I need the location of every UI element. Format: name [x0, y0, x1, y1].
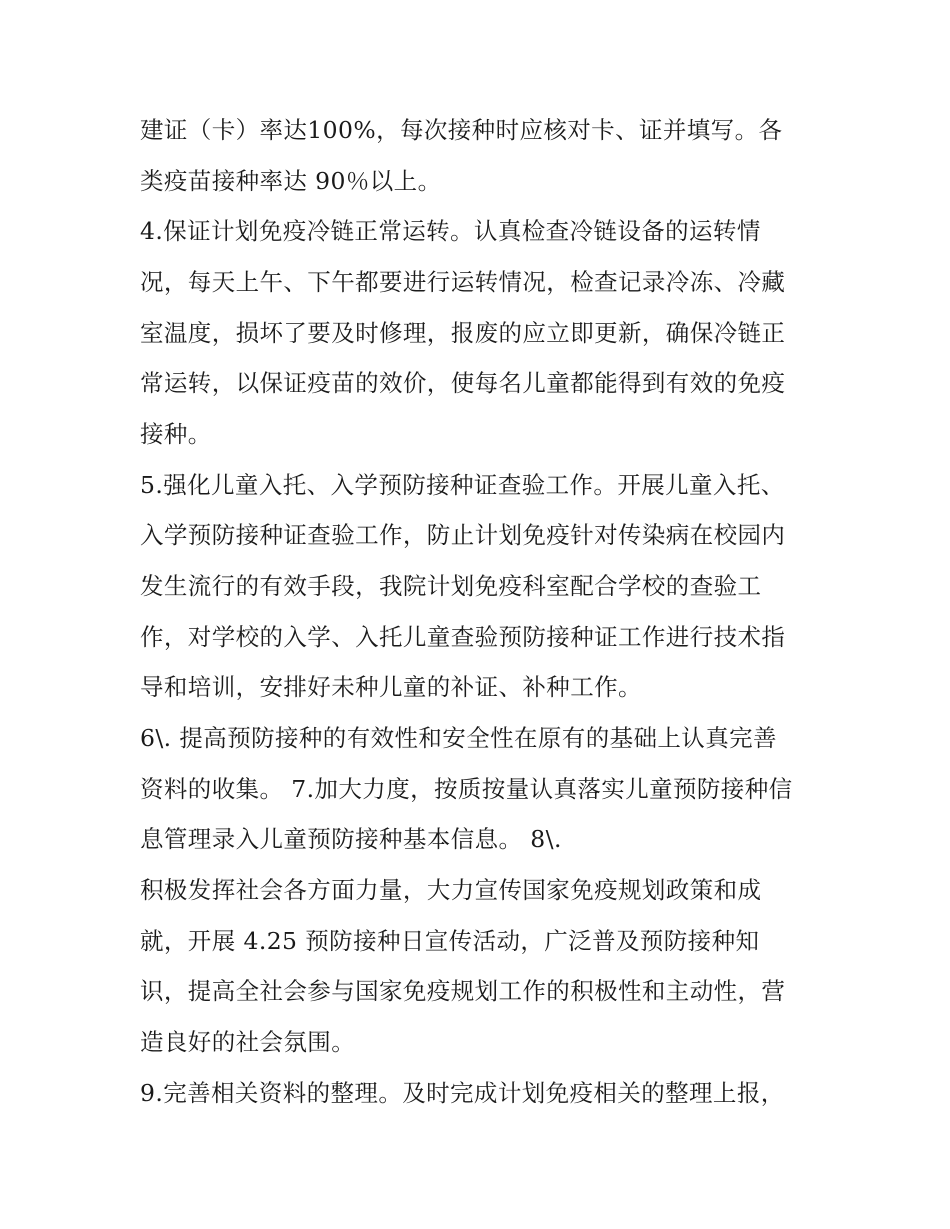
text-line: 积极发挥社会各方面力量，大力宣传国家免疫规划政策和成 [140, 876, 762, 904]
text-line: 4.保证计划免疫冷链正常运转。认真检查冷链设备的运转情 [140, 217, 761, 245]
text-line: 就，开展 4.25 预防接种日宣传活动，广泛普及预防接种知 [140, 927, 760, 955]
text-line: 接种。 [140, 420, 212, 448]
text-line: 况，每天上午、下午都要进行运转情况，检查记录冷冻、冷藏 [140, 268, 786, 296]
text-line: 类疫苗接种率达 90％以上。 [140, 167, 442, 195]
text-line: 5.强化儿童入托、入学预防接种证查验工作。开展儿童入托、 [140, 471, 785, 499]
text-line: 常运转，以保证疫苗的效价，使每名儿童都能得到有效的免疫 [140, 369, 786, 397]
text-line: 9.完善相关资料的整理。及时完成计划免疫相关的整理上报， [140, 1079, 785, 1107]
text-line: 造良好的社会氛围。 [140, 1028, 356, 1056]
text-line: 6\. 提高预防接种的有效性和安全性在原有的基础上认真完善 [140, 724, 777, 752]
text-line: 建证（卡）率达100%，每次接种时应核对卡、证并填写。各 [140, 116, 783, 144]
text-line: 导和培训，安排好未种儿童的补证、补种工作。 [140, 673, 642, 701]
text-line: 资料的收集。 7.加大力度，按质按量认真落实儿童预防接种信 [140, 775, 793, 803]
text-line: 息管理录入儿童预防接种基本信息。 8\. [140, 825, 562, 853]
text-line: 室温度，损坏了要及时修理，报废的应立即更新，确保冷链正 [140, 319, 786, 347]
text-line: 作，对学校的入学、入托儿童查验预防接种证工作进行技术指 [140, 623, 786, 651]
text-line: 识，提高全社会参与国家免疫规划工作的积极性和主动性，营 [140, 977, 786, 1005]
text-line: 发生流行的有效手段，我院计划免疫科室配合学校的查验工 [140, 572, 762, 600]
text-line: 入学预防接种证查验工作，防止计划免疫针对传染病在校园内 [140, 521, 786, 549]
